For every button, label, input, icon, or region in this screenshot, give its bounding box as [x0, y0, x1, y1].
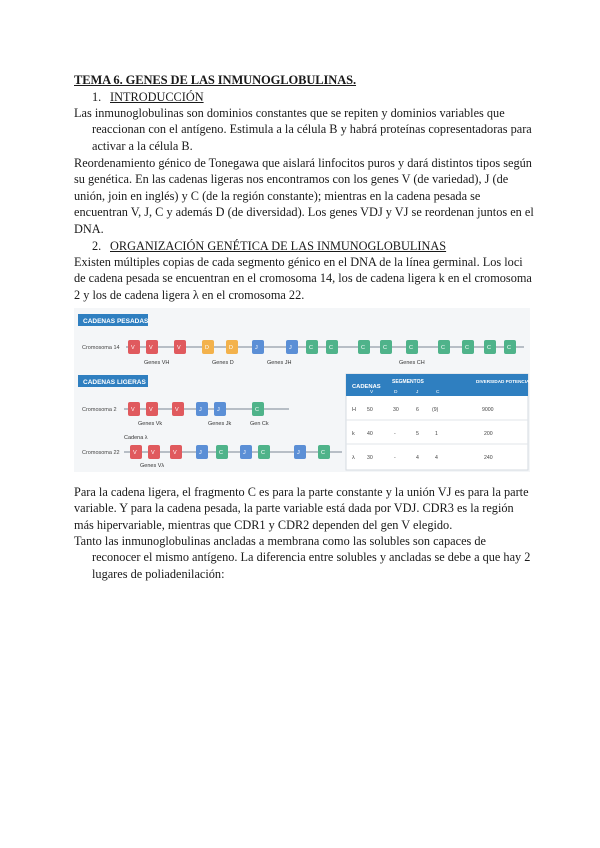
- heavy-chain-header: CADENAS PESADAS: [83, 318, 149, 325]
- intro-paragraph-1: [74, 105, 534, 154]
- gene-segment-letter: J: [289, 345, 292, 351]
- table-cell: -: [394, 455, 396, 461]
- light-chain-paragraph: [74, 484, 534, 533]
- gene-segment-letter: V: [177, 345, 181, 351]
- organization-paragraph: [74, 254, 534, 303]
- text-line: reaccionan con el antígeno. Estimula a la célula B y habrá proteínas copresentadoras para: [92, 122, 532, 137]
- table-sub-d: D: [394, 390, 398, 395]
- gene-segment-letter: C: [507, 345, 511, 351]
- gene-segment-letter: C: [255, 407, 259, 413]
- cadena-lambda-label: Cadena λ: [124, 435, 148, 441]
- table-row-name: H: [352, 407, 356, 413]
- intro-paragraph-2: [74, 155, 534, 237]
- gene-segment-letter: J: [199, 407, 202, 413]
- text-line: Tanto las inmunoglobulinas ancladas a membrana como las solubles son capaces de: [74, 534, 486, 548]
- text-line: lugares de poliadenilación:: [92, 566, 225, 581]
- membrane-paragraph: [74, 533, 534, 582]
- chr14-label: Cromosoma 14: [82, 345, 120, 351]
- gene-segment-letter: J: [255, 345, 258, 351]
- section-label: INTRODUCCIÓN: [110, 90, 204, 104]
- text-line: Las inmunoglobulinas son dominios constantes que se repiten y dominios variables que: [74, 106, 505, 120]
- table-cell: 200: [484, 431, 493, 437]
- text-line: Para la cadena ligera, el fragmento C es para la parte constante y la unión VJ es para la parte: [74, 485, 529, 499]
- chr2-label: Cromosoma 2: [82, 407, 117, 413]
- text-line: su genética. En las cadenas ligeras nos encontramos con los genes V (de variedad), J (de: [74, 172, 509, 187]
- table-cell: 1: [435, 431, 438, 437]
- table-cell: 30: [393, 407, 399, 413]
- gene-segment-j: [294, 445, 306, 459]
- gene-segment-j: [286, 340, 298, 354]
- genes-d-label: Genes D: [212, 360, 234, 366]
- table-col-segmentos: SEGMENTOS: [392, 379, 424, 385]
- gene-segment-letter: V: [173, 450, 177, 456]
- table-cell: (9): [432, 407, 439, 413]
- section-number: 1.: [92, 90, 102, 104]
- text-line: más hipervariable, mientras que CDR1 y CDR2 dependen del gen V elegido.: [74, 517, 453, 532]
- gene-segment-letter: V: [151, 450, 155, 456]
- genes-ch-label: Genes CH: [399, 360, 425, 366]
- table-cell: 9000: [482, 407, 494, 413]
- text-line: unión, join en inglés) y C (de la región constante); mientras en la cadena pesada se: [74, 188, 481, 203]
- table-sub-c: C: [436, 390, 440, 395]
- table-col-cadenas: CADENAS: [352, 384, 381, 390]
- table-cell: 50: [367, 407, 373, 413]
- gene-segment-j: [196, 445, 208, 459]
- table-cell: 4: [416, 455, 419, 461]
- gene-segment-letter: J: [217, 407, 220, 413]
- gene-segment-j: [252, 340, 264, 354]
- gene-segment-letter: J: [243, 450, 246, 456]
- table-cell: 240: [484, 455, 493, 461]
- gene-segment-letter: C: [321, 450, 325, 456]
- table-row-name: λ: [352, 455, 355, 461]
- table-cell: 30: [367, 455, 373, 461]
- gene-segment-j: [214, 402, 226, 416]
- chr22-label: Cromosoma 22: [82, 450, 120, 456]
- gene-segment-letter: C: [261, 450, 265, 456]
- genes-jk-label: Genes Jk: [208, 421, 232, 427]
- gene-segment-letter: D: [229, 345, 233, 351]
- text-line: 2 y los de cadena ligera λ en el cromosoma 22.: [74, 287, 305, 302]
- table-cell: 40: [367, 431, 373, 437]
- table-cell: 6: [416, 407, 419, 413]
- text-line: variable. Y para la cadena pesada, la parte variable está dada por VDJ. CDR3 es la región: [74, 501, 514, 516]
- gen-ck-label: Gen Ck: [250, 421, 269, 427]
- text-line: encuentran V, J, C y además D (de diversidad). Los genes VDJ y VJ se reordenan juntos en el: [74, 205, 534, 220]
- genes-jh-label: Genes JH: [267, 360, 292, 366]
- gene-segment-letter: C: [383, 345, 387, 351]
- gene-segment-letter: J: [199, 450, 202, 456]
- gene-segment-letter: C: [487, 345, 491, 351]
- table-cell: -: [394, 431, 396, 437]
- gene-segment-letter: V: [149, 407, 153, 413]
- gene-segment-letter: V: [175, 407, 179, 413]
- genes-vh-label: Genes VH: [144, 360, 170, 366]
- text-line: Existen múltiples copias de cada segmento génico en el DNA de la línea germinal. Los loci: [74, 255, 523, 269]
- gene-segment-letter: C: [329, 345, 333, 351]
- table-cell: 4: [435, 455, 438, 461]
- text-line: Reordenamiento génico de Tonegawa que aislará linfocitos puros y dará distintos tipos según: [74, 156, 532, 170]
- table-cell: 5: [416, 431, 419, 437]
- gene-segment-j: [196, 402, 208, 416]
- gene-segment-letter: V: [133, 450, 137, 456]
- gene-segment-letter: V: [131, 345, 135, 351]
- table-col-diversidad: DIVERSIDAD POTENCIAL: [476, 379, 530, 384]
- table-sub-j: J: [416, 390, 419, 395]
- text-line: DNA.: [74, 221, 104, 236]
- text-line: de cadena pesada se encuentran en el cromosoma 14, los de cadena ligera k en el cromosoma: [74, 271, 532, 286]
- light-chain-header: CADENAS LIGERAS: [83, 379, 146, 386]
- section-label: ORGANIZACIÓN GENÉTICA DE LAS INMUNOGLOBULINAS: [110, 239, 447, 253]
- gene-segment-letter: C: [441, 345, 445, 351]
- genes-vl-label: Genes Vλ: [140, 463, 165, 469]
- gene-segment-letter: C: [409, 345, 413, 351]
- text-line: activar a la célula B.: [92, 138, 193, 153]
- table-sub-v: V: [370, 390, 374, 395]
- document-title: TEMA 6. GENES DE LAS INMUNOGLOBULINAS.: [74, 73, 357, 87]
- gene-segment-letter: J: [297, 450, 300, 456]
- gene-segment-letter: D: [205, 345, 209, 351]
- gene-segment-letter: V: [149, 345, 153, 351]
- gene-segment-letter: C: [309, 345, 313, 351]
- section-number: 2.: [92, 239, 102, 253]
- gene-segment-letter: C: [361, 345, 365, 351]
- gene-segment-j: [240, 445, 252, 459]
- table-row-name: k: [352, 431, 355, 437]
- gene-organization-figure: [74, 308, 530, 472]
- gene-segment-letter: C: [219, 450, 223, 456]
- gene-segment-letter: C: [465, 345, 469, 351]
- gene-segment-letter: V: [131, 407, 135, 413]
- text-line: reconocer el mismo antígeno. La diferencia entre solubles y ancladas se debe a que hay 2: [92, 550, 531, 565]
- genes-vk-label: Genes Vk: [138, 421, 163, 427]
- gene-diagram: [74, 308, 530, 472]
